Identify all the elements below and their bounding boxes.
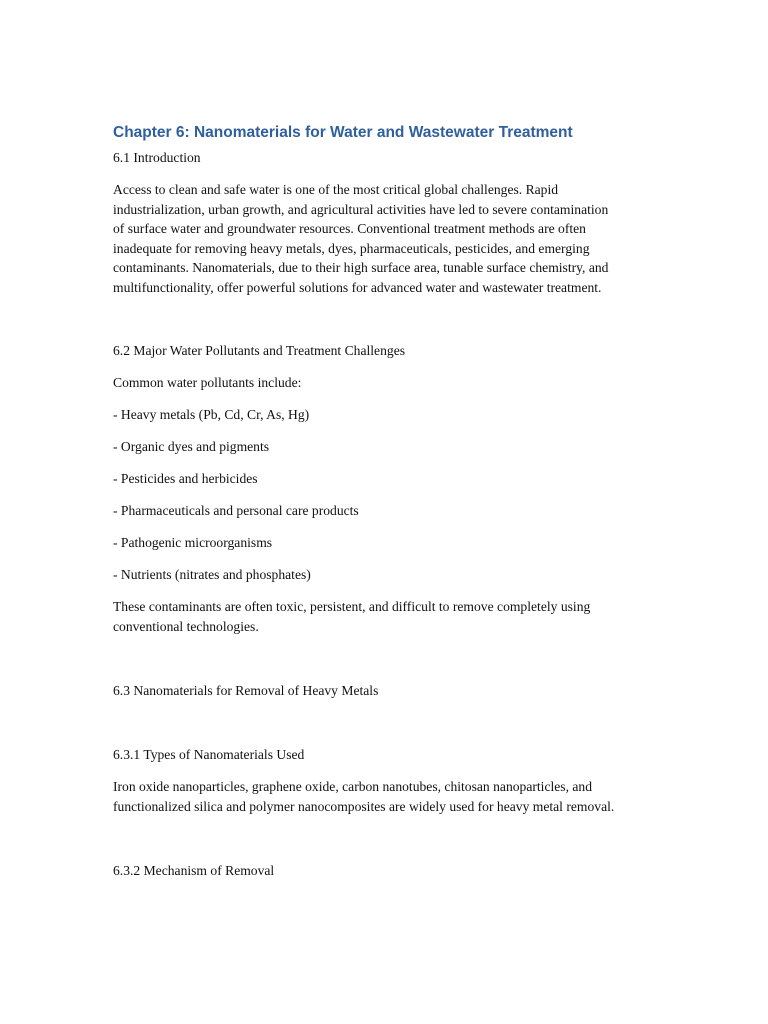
section-heading-6-3-2: 6.3.2 Mechanism of Removal (113, 863, 275, 878)
list-item: - Pathogenic microorganisms (113, 535, 273, 550)
paragraph-line: contaminants. Nanomaterials, due to their high surface area, tunable surface chemistry, and (113, 260, 609, 275)
paragraph-line: inadequate for removing heavy metals, dyes, pharmaceuticals, pesticides, and emerging (113, 240, 590, 256)
list-item: - Pesticides and herbicides (113, 471, 258, 486)
section-heading-6-2: 6.2 Major Water Pollutants and Treatment Challenges (113, 343, 406, 358)
paragraph-line: multifunctionality, offer powerful solutions for advanced water and wastewater treatment. (113, 279, 602, 295)
list-item: - Nutrients (nitrates and phosphates) (113, 567, 311, 582)
paragraph-line: functionalized silica and polymer nanocomposites are widely used for heavy metal removal. (113, 798, 615, 814)
chapter-title: Chapter 6: Nanomaterials for Water and Wastewater Treatment (113, 124, 573, 141)
intro-paragraph (113, 180, 673, 297)
pollutants-intro: Common water pollutants include: (113, 375, 302, 390)
section-heading-6-3-1: 6.3.1 Types of Nanomaterials Used (113, 747, 305, 762)
paragraph-line: Iron oxide nanoparticles, graphene oxide, carbon nanotubes, chitosan nanoparticles, and (113, 779, 593, 794)
pollutants-closing-paragraph (113, 597, 673, 636)
paragraph-line: conventional technologies. (113, 618, 259, 634)
section-heading-6-3: 6.3 Nanomaterials for Removal of Heavy Metals (113, 683, 379, 698)
paragraph-line: of surface water and groundwater resources. Conventional treatment methods are often (113, 221, 586, 236)
list-item: - Organic dyes and pigments (113, 439, 270, 454)
paragraph-line: These contaminants are often toxic, persistent, and difficult to remove completely using (113, 599, 591, 614)
section-heading-6-1: 6.1 Introduction (113, 150, 201, 165)
types-paragraph (113, 777, 673, 816)
paragraph-line: Access to clean and safe water is one of the most critical global challenges. Rapid (113, 182, 559, 197)
list-item: - Heavy metals (Pb, Cd, Cr, As, Hg) (113, 407, 310, 422)
list-item: - Pharmaceuticals and personal care products (113, 503, 359, 518)
paragraph-line: industrialization, urban growth, and agricultural activities have led to severe contamination (113, 201, 609, 217)
